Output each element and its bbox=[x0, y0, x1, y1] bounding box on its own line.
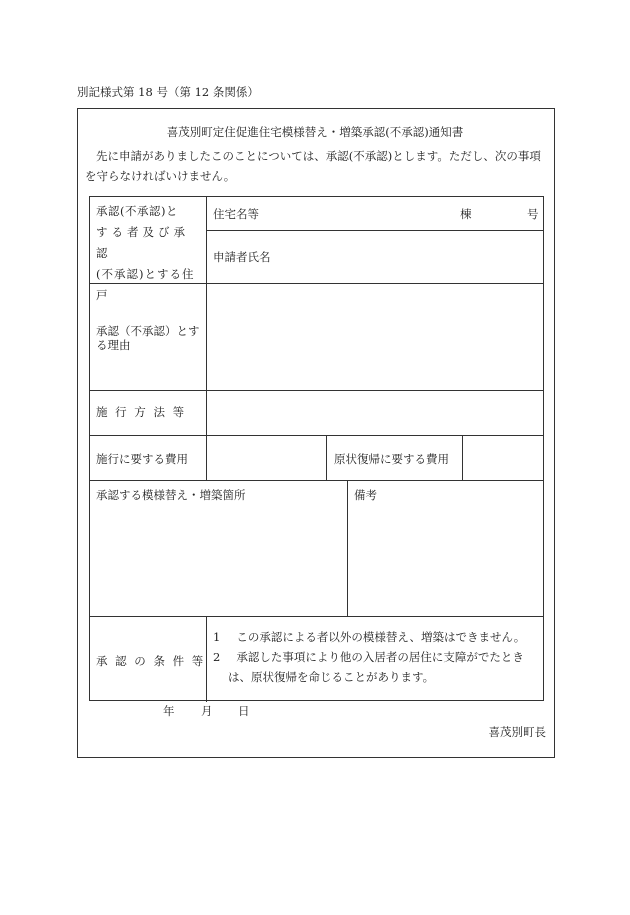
condition-2: 2 承認した事項により他の入居者の居住に支障がでたとき bbox=[213, 650, 524, 664]
building-unit-label: 棟 bbox=[460, 207, 472, 221]
document-title: 喜茂別町定住促進住宅模様替え・増築承認(不承認)通知書 bbox=[166, 125, 464, 139]
condition-2-continued: は、原状復帰を命じることがあります。 bbox=[228, 670, 435, 684]
remarks-label: 備考 bbox=[354, 488, 377, 502]
locations-label: 承認する模様替え・増築箇所 bbox=[96, 488, 246, 502]
reason-label: 承認（不承認）とす る理由 bbox=[96, 324, 200, 352]
room-unit-label: 号 bbox=[527, 207, 539, 221]
applicant-name-label: 申請者氏名 bbox=[213, 250, 271, 264]
conditions-label: 承 認 の 条 件 等 bbox=[96, 654, 206, 668]
condition-1: 1 この承認による者以外の模様替え、増築はできません。 bbox=[213, 630, 526, 644]
restore-cost-label: 原状復帰に要する費用 bbox=[334, 452, 449, 466]
date-month: 月 bbox=[201, 704, 213, 718]
cost-label: 施行に要する費用 bbox=[96, 452, 188, 466]
intro-line-1: 先に申請がありましたこのことについては、承認(不承認)とします。ただし、次の事項 bbox=[96, 149, 541, 163]
method-label: 施 行 方 法 等 bbox=[96, 405, 187, 419]
date-day: 日 bbox=[238, 704, 250, 718]
issuer: 喜茂別町長 bbox=[488, 725, 546, 739]
housing-name-label: 住宅名等 bbox=[213, 207, 259, 221]
approved-person-label: 承認(不承認)と する者及び承認 (不承認)とする住 戸 bbox=[96, 204, 195, 302]
date-year: 年 bbox=[163, 704, 175, 718]
form-reference: 別記様式第 18 号（第 12 条関係） bbox=[77, 85, 259, 99]
intro-text bbox=[85, 146, 550, 186]
intro-line-2: を守らなければいけません。 bbox=[85, 169, 236, 183]
notice-table bbox=[89, 196, 544, 701]
